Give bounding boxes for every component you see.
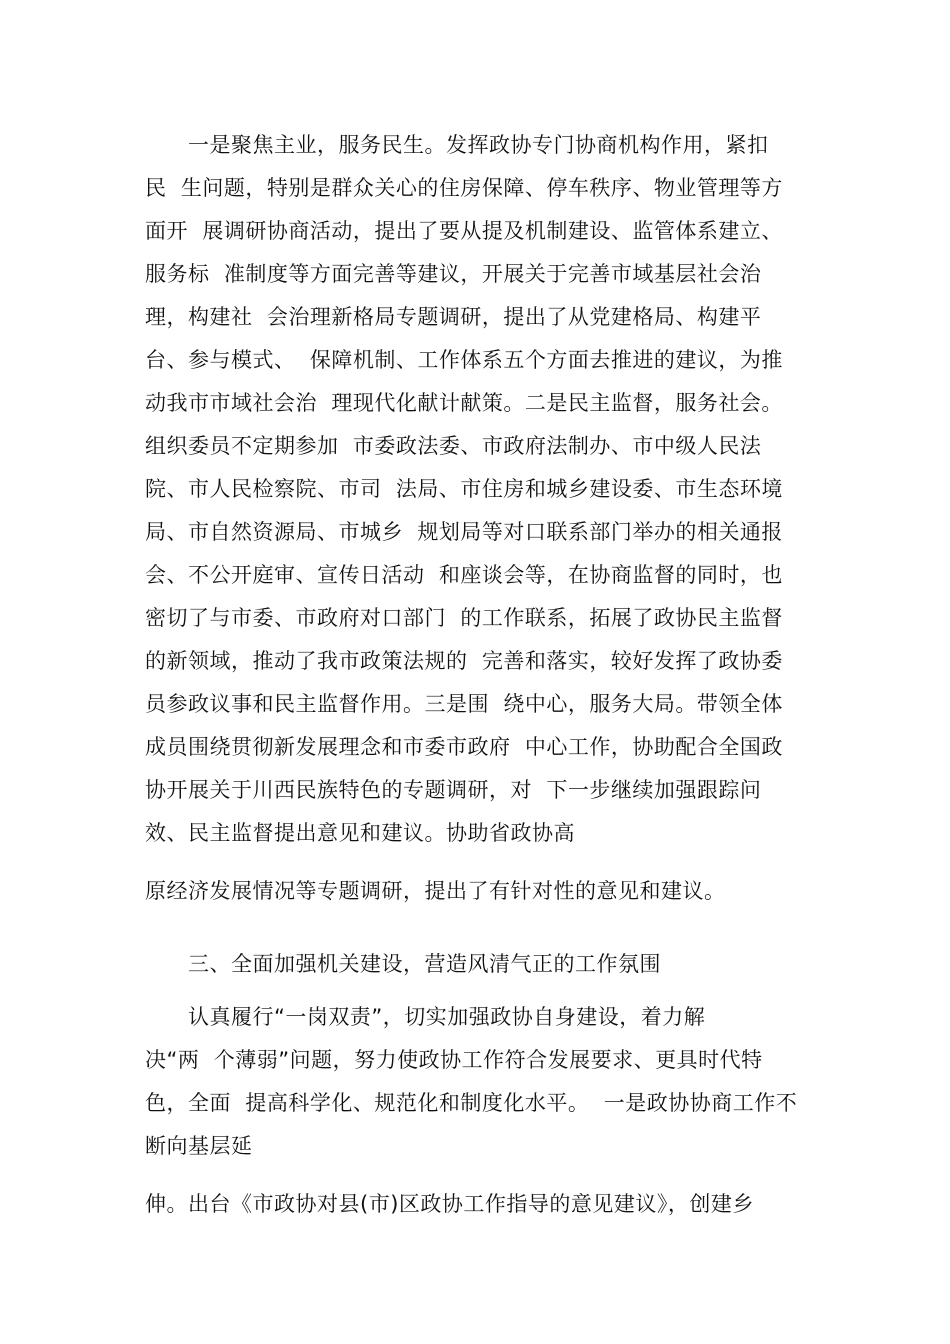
paragraph-line: 员参政议事和民主监督作用。三是围 绕中心，服务大局。带领全体 — [145, 692, 783, 716]
paragraph-line: 会、不公开庭审、宣传日活动 和座谈会等，在协商监督的同时，也 — [145, 563, 783, 587]
paragraph-line: 局、市自然资源局、市城乡 规划局等对口联系部门举办的相关通报 — [145, 520, 783, 544]
paragraph-line: 协开展关于川西民族特色的专题调研，对 下一步继续加强跟踪问 — [145, 778, 762, 802]
paragraph-line: 组织委员不定期参加 市委政法委、市政府法制办、市中级人民法 — [145, 434, 762, 458]
paragraph-line: 认真履行“一岗双责”，切实加强政协自身建设，着力解 — [188, 1005, 706, 1029]
section-heading: 三、全面加强机关建设，营造风清气正的工作氛围 — [188, 952, 661, 976]
paragraph-line: 伸。出台《市政协对县(市)区政协工作指导的意见建议》，创建乡 — [145, 1192, 754, 1216]
paragraph-line: 面开 展调研协商活动，提出了要从提及机制建设、监管体系建立、 — [145, 219, 783, 243]
paragraph-line: 理，构建社 会治理新格局专题调研，提出了从党建格局、构建平 — [145, 305, 762, 329]
paragraph-line: 的新领域，推动了我市政策法规的 完善和落实，较好发挥了政协委 — [145, 649, 783, 673]
paragraph-line: 服务标 准制度等方面完善等建议，开展关于完善市域基层社会治 — [145, 262, 762, 286]
paragraph-line: 一是聚焦主业，服务民生。发挥政协专门协商机构作用，紧扣 — [188, 133, 769, 157]
paragraph-line: 院、市人民检察院、市司 法局、市住房和城乡建设委、市生态环境 — [145, 477, 783, 501]
paragraph-line: 成员围绕贯彻新发展理念和市委市政府 中心工作，协助配合全国政 — [145, 735, 783, 759]
paragraph-line: 动我市市域社会治 理现代化献计献策。二是民主监督，服务社会。 — [145, 391, 783, 415]
paragraph-line: 决“两 个薄弱”问题，努力使政协工作符合发展要求、更具时代特 — [145, 1048, 763, 1072]
paragraph-line: 效、民主监督提出意见和建议。协助省政协高 — [145, 821, 575, 845]
paragraph-line: 原经济发展情况等专题调研，提出了有针对性的意见和建议。 — [145, 879, 726, 903]
paragraph-line: 台、参与模式、 保障机制、工作体系五个方面去推进的建议，为推 — [145, 348, 783, 372]
paragraph-line: 密切了与市委、市政府对口部门 的工作联系，拓展了政协民主监督 — [145, 606, 783, 630]
paragraph-line: 民 生问题，特别是群众关心的住房保障、停车秩序、物业管理等方 — [145, 176, 783, 200]
paragraph-line: 断向基层延 — [145, 1134, 253, 1158]
paragraph-line: 色，全面 提高科学化、规范化和制度化水平。 一是政协协商工作不 — [145, 1091, 798, 1115]
